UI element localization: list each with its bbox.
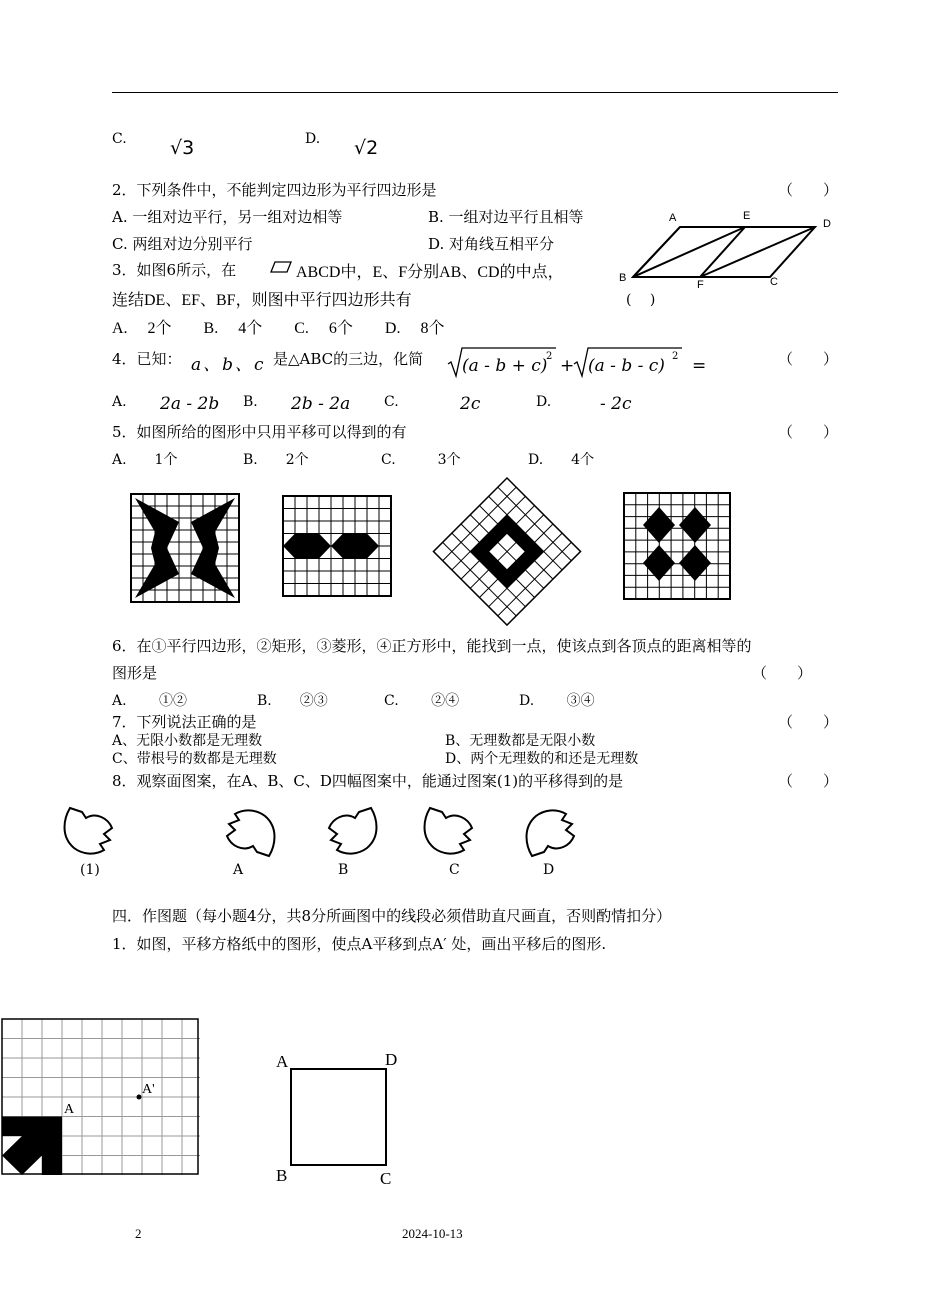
q5-stem: 5．如图所给的图形中只用平移可以得到的有 [112, 423, 407, 441]
q8-stem: 8．观察面图案，在A、B、C、D四幅图案中，能通过图案(1)的平移得到的是 [112, 772, 624, 790]
q5-option-b: B. 2个 [243, 452, 309, 468]
fig6-label-f: F [697, 279, 704, 291]
q5-pattern-1 [130, 494, 240, 602]
q1-option-c-value: √3 [170, 137, 195, 159]
q7-stem: 7．下列说法正确的是 [112, 713, 257, 731]
q4-option-d-value: - 2c [600, 394, 632, 414]
q4-option-d-label: D. [536, 394, 552, 410]
q1-option-c-label: C. [112, 131, 127, 147]
q7-option-c: C、带根号的数都是无理数 [112, 751, 277, 767]
q8-leaf-original [60, 806, 114, 858]
q3-options: A. 2个 B. 4个 C. 6个 D. 8个 [112, 320, 445, 337]
section4-title: 四．作图题（每小题4分，共8分所画图中的线段必须借助直尺画直，否则酌情扣分） [112, 907, 672, 925]
q4-option-b-label: B. [243, 394, 258, 410]
q4-sqrt-expression [446, 344, 716, 380]
q3-stem-line1-prefix: 3．如图6所示，在 [112, 261, 237, 279]
square-label-c: C [380, 1169, 392, 1188]
q5-option-a: A. 1个 [112, 452, 178, 468]
q6-option-d: D. ③④ [519, 693, 595, 709]
q2-answer-paren: （ ） [778, 181, 839, 199]
q4-plus: + [560, 356, 575, 376]
footer-date: 2024-10-13 [402, 1226, 463, 1241]
q5-option-d: D. 4个 [528, 452, 595, 468]
q4-stem-prefix: 4．已知： [112, 350, 182, 368]
q8-leaf-b [327, 806, 381, 858]
q8-label-original: (1) [80, 862, 100, 878]
q8-leaf-a [225, 806, 279, 858]
fig6-label-b: B [619, 272, 627, 284]
parallelogram-symbol-icon [270, 261, 292, 273]
header-rule [112, 92, 838, 93]
translation-grid-figure [2, 1019, 200, 1175]
q7-answer-paren: （ ） [778, 713, 839, 731]
q8-label-b: B [338, 862, 349, 878]
q8-label-d: D [543, 862, 555, 878]
q4-square2: 2 [672, 351, 679, 362]
q1-option-d-value: √2 [354, 137, 379, 159]
q2-option-b: B. 一组对边平行且相等 [428, 208, 584, 226]
q4-option-b-value: 2b - 2a [291, 394, 351, 414]
q8-leaf-c [420, 806, 474, 858]
q2-option-a: A. 一组对边平行，另一组对边相等 [112, 208, 343, 226]
square-label-a: A [276, 1052, 289, 1071]
q4-expr2: (a - b - c) [588, 356, 665, 376]
q4-option-a-label: A. [112, 394, 127, 410]
q7-option-a: A、无限小数都是无理数 [112, 733, 263, 749]
q7-option-b: B、无理数都是无限小数 [445, 733, 596, 749]
q6-option-a: A. ①② [112, 693, 188, 709]
figure6-parallelogram [615, 205, 840, 295]
q4-equals: = [692, 356, 707, 376]
q4-variables: a、b、c [191, 355, 266, 375]
q5-pattern-2 [283, 496, 391, 596]
section4-q1-stem: 1．如图，平移方格纸中的图形，使点A平移到点A′ 处，画出平移后的图形. [112, 935, 607, 953]
fig6-label-d: D [823, 218, 831, 230]
q2-option-c: C. 两组对边分别平行 [112, 235, 253, 253]
q5-pattern-4 [624, 493, 730, 599]
q4-option-a-value: 2a - 2b [160, 394, 220, 414]
q4-option-c-label: C. [384, 394, 399, 410]
q3-answer-paren: ( ) [626, 292, 656, 308]
q4-stem-mid: 是△ABC的三边，化简 [273, 350, 424, 368]
grid-label-a: A [64, 1102, 75, 1117]
fig6-label-e: E [743, 210, 751, 222]
grid-label-a-prime: A' [142, 1082, 155, 1097]
q4-answer-paren: （ ） [778, 350, 839, 368]
q3-stem-line2: 连结DE、EF、BF，则图中平行四边形共有 [112, 292, 412, 309]
fig6-label-c: C [770, 276, 778, 288]
q6-option-c: C. ②④ [384, 693, 460, 709]
q6-stem-line1: 6．在①平行四边形，②矩形，③菱形，④正方形中，能找到一点，使该点到各顶点的距离相等的 [112, 637, 752, 655]
q8-leaf-d [522, 806, 576, 858]
square-label-d: D [385, 1050, 398, 1069]
q8-answer-paren: （ ） [778, 772, 839, 790]
q5-pattern-3 [431, 476, 583, 628]
footer-page-number: 2 [135, 1226, 142, 1241]
q1-option-d-label: D. [305, 131, 321, 147]
q7-option-d: D、两个无理数的和还是无理数 [445, 751, 639, 767]
q6-option-b: B. ②③ [257, 693, 328, 709]
q4-square1: 2 [546, 351, 553, 362]
square-label-b: B [276, 1166, 288, 1185]
q2-stem: 2．下列条件中，不能判定四边形为平行四边形是 [112, 181, 437, 199]
q8-label-c: C [449, 862, 460, 878]
q4-expr1: (a - b + c) [462, 356, 548, 376]
q8-label-a: A [233, 862, 244, 878]
q5-option-c: C. 3个 [381, 452, 461, 468]
q5-answer-paren: （ ） [778, 423, 839, 441]
square-abcd-figure [270, 1045, 405, 1190]
q4-option-c-value: 2c [460, 394, 481, 414]
q6-answer-paren: （ ） [752, 664, 813, 682]
q3-stem-line1-suffix: ABCD中，E、F分别AB、CD的中点， [296, 264, 564, 281]
q2-option-d: D. 对角线互相平分 [428, 235, 555, 253]
fig6-label-a: A [669, 212, 677, 224]
q6-stem-line2: 图形是 [112, 664, 158, 682]
